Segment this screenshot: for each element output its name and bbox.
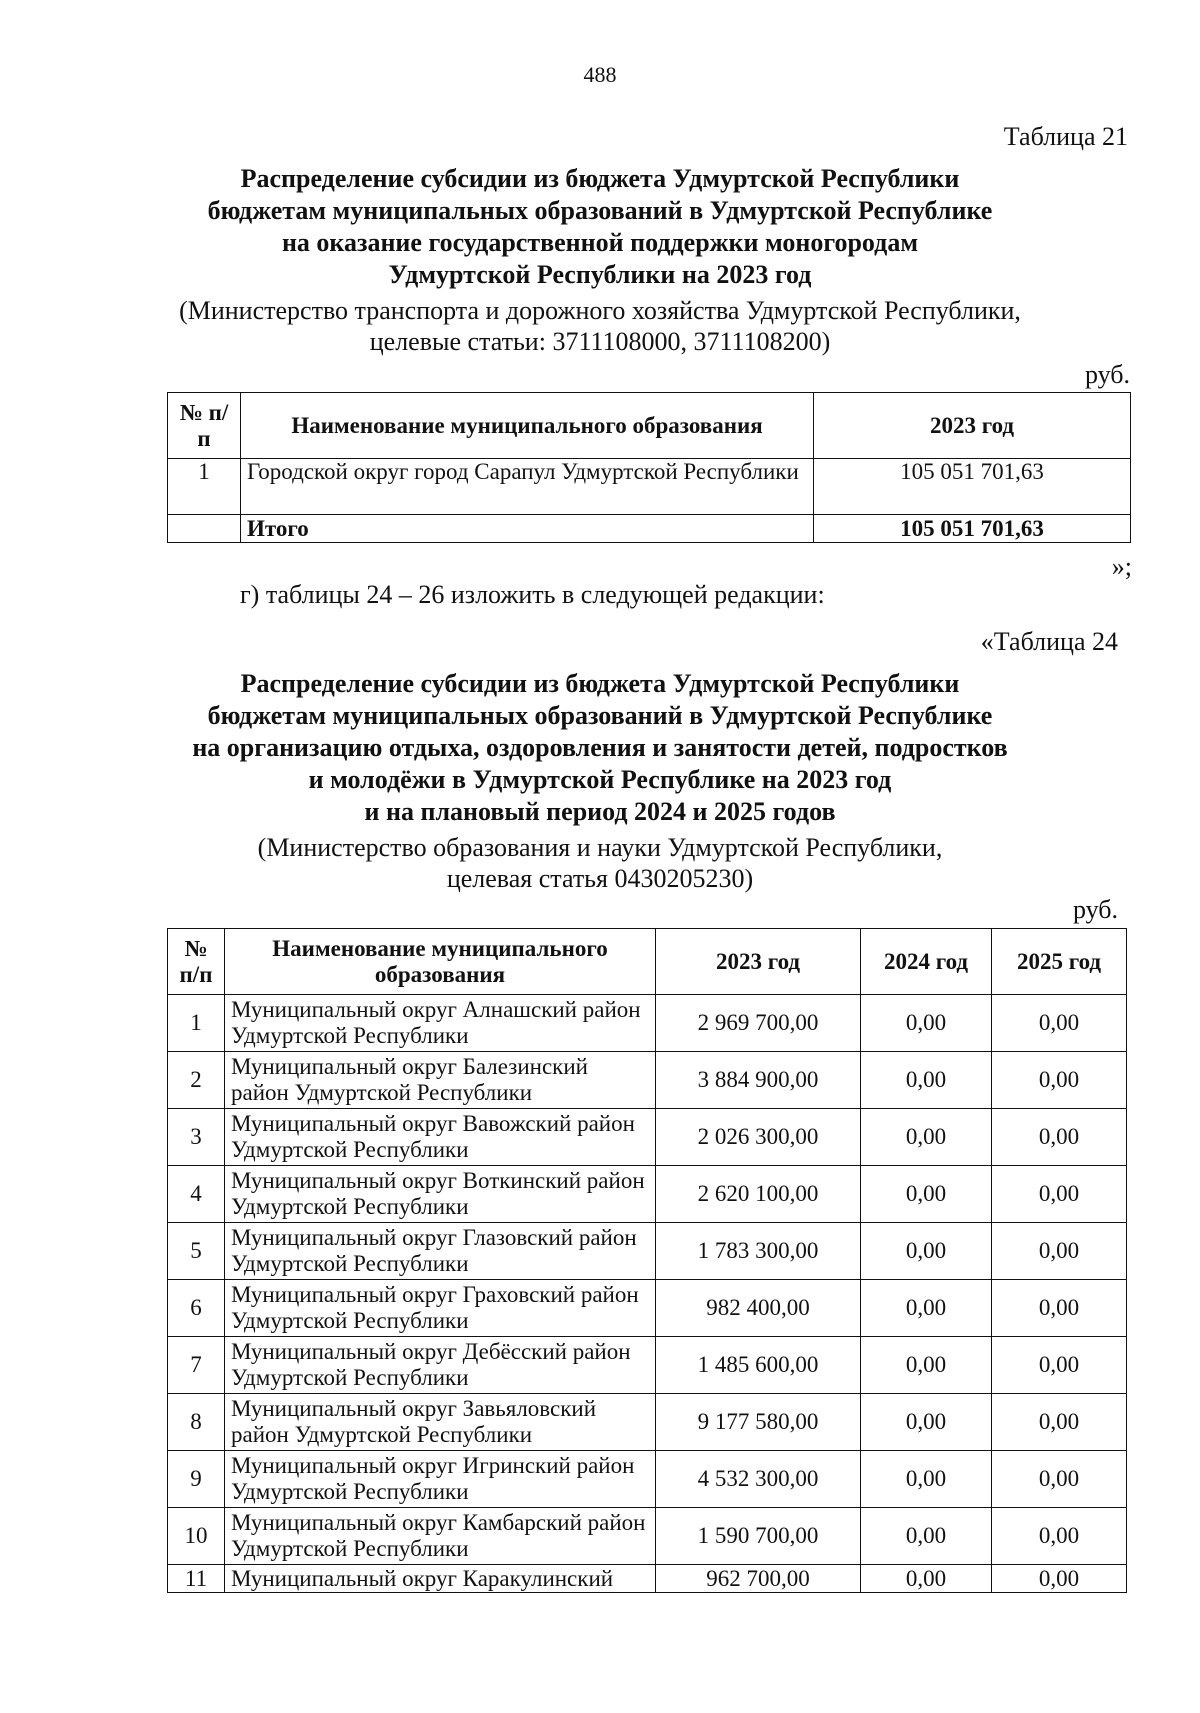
- row-name: Муниципальный округ Камбарский район Удмуртской Республики: [225, 1508, 656, 1565]
- row-2025: 0,00: [992, 1451, 1127, 1508]
- row-name: Муниципальный округ Глазовский район Удмуртской Республики: [225, 1223, 656, 1280]
- row-name: Муниципальный округ Воткинский район Удмуртской Республики: [225, 1166, 656, 1223]
- table24-title: [120, 668, 1080, 828]
- table24-header-row: [168, 929, 1127, 995]
- row-2024: 0,00: [861, 995, 992, 1052]
- row-name: Муниципальный округ Каракулинский: [225, 1565, 656, 1593]
- row-num: 6: [168, 1280, 225, 1337]
- row-2025: 0,00: [992, 1223, 1127, 1280]
- table-row: [168, 1223, 1127, 1280]
- row-2023: 4 532 300,00: [656, 1451, 861, 1508]
- row-name: Муниципальный округ Алнашский район Удмуртской Республики: [225, 995, 656, 1052]
- row-2023: 2 969 700,00: [656, 995, 861, 1052]
- row-2024: 0,00: [861, 1223, 992, 1280]
- header-2025: 2025 год: [992, 929, 1127, 995]
- table24-label: «Таблица 24: [980, 627, 1118, 656]
- header-2023: 2023 год: [656, 929, 861, 995]
- row-2024: 0,00: [861, 1508, 992, 1565]
- row-2025: 0,00: [992, 1565, 1127, 1593]
- table-row: [168, 459, 1131, 515]
- table24-title-line: на организацию отдыха, оздоровления и занятости детей, подростков: [192, 733, 1008, 762]
- table24-title-line: и на плановый период 2024 и 2025 годов: [364, 797, 836, 826]
- row-num: 11: [168, 1565, 225, 1593]
- table-row: [168, 1166, 1127, 1223]
- row-2025: 0,00: [992, 1394, 1127, 1451]
- row-2024: 0,00: [861, 1052, 992, 1109]
- row-name: Муниципальный округ Завьяловский район Удмуртской Республики: [225, 1394, 656, 1451]
- row-num: 3: [168, 1109, 225, 1166]
- header-name: Наименование муниципального образования: [241, 393, 814, 459]
- table21-closing: »;: [1111, 552, 1132, 581]
- table-row: [168, 1109, 1127, 1166]
- table21-unit: руб.: [1084, 360, 1130, 389]
- row-2023: 2 620 100,00: [656, 1166, 861, 1223]
- row-2024: 0,00: [861, 1337, 992, 1394]
- row-2024: 0,00: [861, 1565, 992, 1593]
- row-2025: 0,00: [992, 1052, 1127, 1109]
- row-2023: 1 485 600,00: [656, 1337, 861, 1394]
- table-row: [168, 1451, 1127, 1508]
- row-2024: 0,00: [861, 1109, 992, 1166]
- row-name: Муниципальный округ Граховский район Удмуртской Республики: [225, 1280, 656, 1337]
- row-num: 8: [168, 1394, 225, 1451]
- row-name: Городской округ город Сарапул Удмуртской Республики: [241, 459, 814, 515]
- row-num: 1: [168, 459, 241, 515]
- row-2023: 105 051 701,63: [814, 459, 1131, 515]
- row-2023: 3 884 900,00: [656, 1052, 861, 1109]
- table21-subtitle-line: целевые статьи: 3711108000, 3711108200): [369, 327, 831, 356]
- table-row: [168, 1280, 1127, 1337]
- row-2023: 962 700,00: [656, 1565, 861, 1593]
- page-number: 488: [583, 62, 617, 87]
- header-2023: 2023 год: [814, 393, 1131, 459]
- row-2024: 0,00: [861, 1166, 992, 1223]
- total-2023: 105 051 701,63: [814, 515, 1131, 543]
- table-row: [168, 1565, 1127, 1593]
- header-name: Наименование муниципального образования: [225, 929, 656, 995]
- table24-subtitle-line: целевая статья 0430205230): [446, 864, 754, 893]
- table-row: [168, 1394, 1127, 1451]
- table21-label: Таблица 21: [1003, 122, 1128, 151]
- table21-title: [120, 163, 1080, 291]
- row-num: 5: [168, 1223, 225, 1280]
- row-2025: 0,00: [992, 1166, 1127, 1223]
- table24-unit: руб.: [1072, 895, 1118, 924]
- row-2023: 982 400,00: [656, 1280, 861, 1337]
- row-2025: 0,00: [992, 1280, 1127, 1337]
- total-num: [168, 515, 241, 543]
- table24-title-line: и молодёжи в Удмуртской Республике на 2023 год: [308, 765, 892, 794]
- table-row: [168, 995, 1127, 1052]
- total-label: Итого: [241, 515, 814, 543]
- row-2023: 1 783 300,00: [656, 1223, 861, 1280]
- table21-title-line: на оказание государственной поддержки моногородам: [281, 228, 919, 257]
- table21: [167, 392, 1131, 543]
- row-2023: 1 590 700,00: [656, 1508, 861, 1565]
- row-2025: 0,00: [992, 995, 1127, 1052]
- row-num: 10: [168, 1508, 225, 1565]
- table24-title-line: бюджетам муниципальных образований в Удмуртской Республике: [207, 701, 993, 730]
- table21-title-line: Распределение субсидии из бюджета Удмуртской Республики: [240, 164, 960, 193]
- row-num: 2: [168, 1052, 225, 1109]
- table21-subtitle: [120, 295, 1080, 357]
- table21-title-line: Удмуртской Республики на 2023 год: [388, 260, 812, 289]
- header-num: № п/п: [168, 929, 225, 995]
- row-2023: 9 177 580,00: [656, 1394, 861, 1451]
- table24-subtitle: [120, 832, 1080, 894]
- row-2024: 0,00: [861, 1451, 992, 1508]
- table-row: [168, 1508, 1127, 1565]
- table21-header-row: [168, 393, 1131, 459]
- table-row: [168, 1052, 1127, 1109]
- table24-title-line: Распределение субсидии из бюджета Удмуртской Республики: [240, 669, 960, 698]
- table21-total-row: [168, 515, 1131, 543]
- header-2024: 2024 год: [861, 929, 992, 995]
- row-2025: 0,00: [992, 1109, 1127, 1166]
- row-name: Муниципальный округ Дебёсский район Удмуртской Республики: [225, 1337, 656, 1394]
- table-row: [168, 1337, 1127, 1394]
- row-2025: 0,00: [992, 1337, 1127, 1394]
- table21-title-line: бюджетам муниципальных образований в Удмуртской Республике: [207, 196, 993, 225]
- row-name: Муниципальный округ Игринский район Удмуртской Республики: [225, 1451, 656, 1508]
- table24: [167, 928, 1127, 1593]
- row-num: 9: [168, 1451, 225, 1508]
- row-num: 1: [168, 995, 225, 1052]
- row-2025: 0,00: [992, 1508, 1127, 1565]
- row-num: 7: [168, 1337, 225, 1394]
- row-name: Муниципальный округ Балезинский район Удмуртской Республики: [225, 1052, 656, 1109]
- instruction-text: г) таблицы 24 – 26 изложить в следующей редакции:: [240, 580, 825, 609]
- row-num: 4: [168, 1166, 225, 1223]
- row-2023: 2 026 300,00: [656, 1109, 861, 1166]
- row-name: Муниципальный округ Вавожский район Удмуртской Республики: [225, 1109, 656, 1166]
- row-2024: 0,00: [861, 1280, 992, 1337]
- table21-subtitle-line: (Министерство транспорта и дорожного хозяйства Удмуртской Республики,: [179, 296, 1021, 325]
- header-num: № п/п: [168, 393, 241, 459]
- row-2024: 0,00: [861, 1394, 992, 1451]
- table24-subtitle-line: (Министерство образования и науки Удмуртской Республики,: [257, 833, 943, 862]
